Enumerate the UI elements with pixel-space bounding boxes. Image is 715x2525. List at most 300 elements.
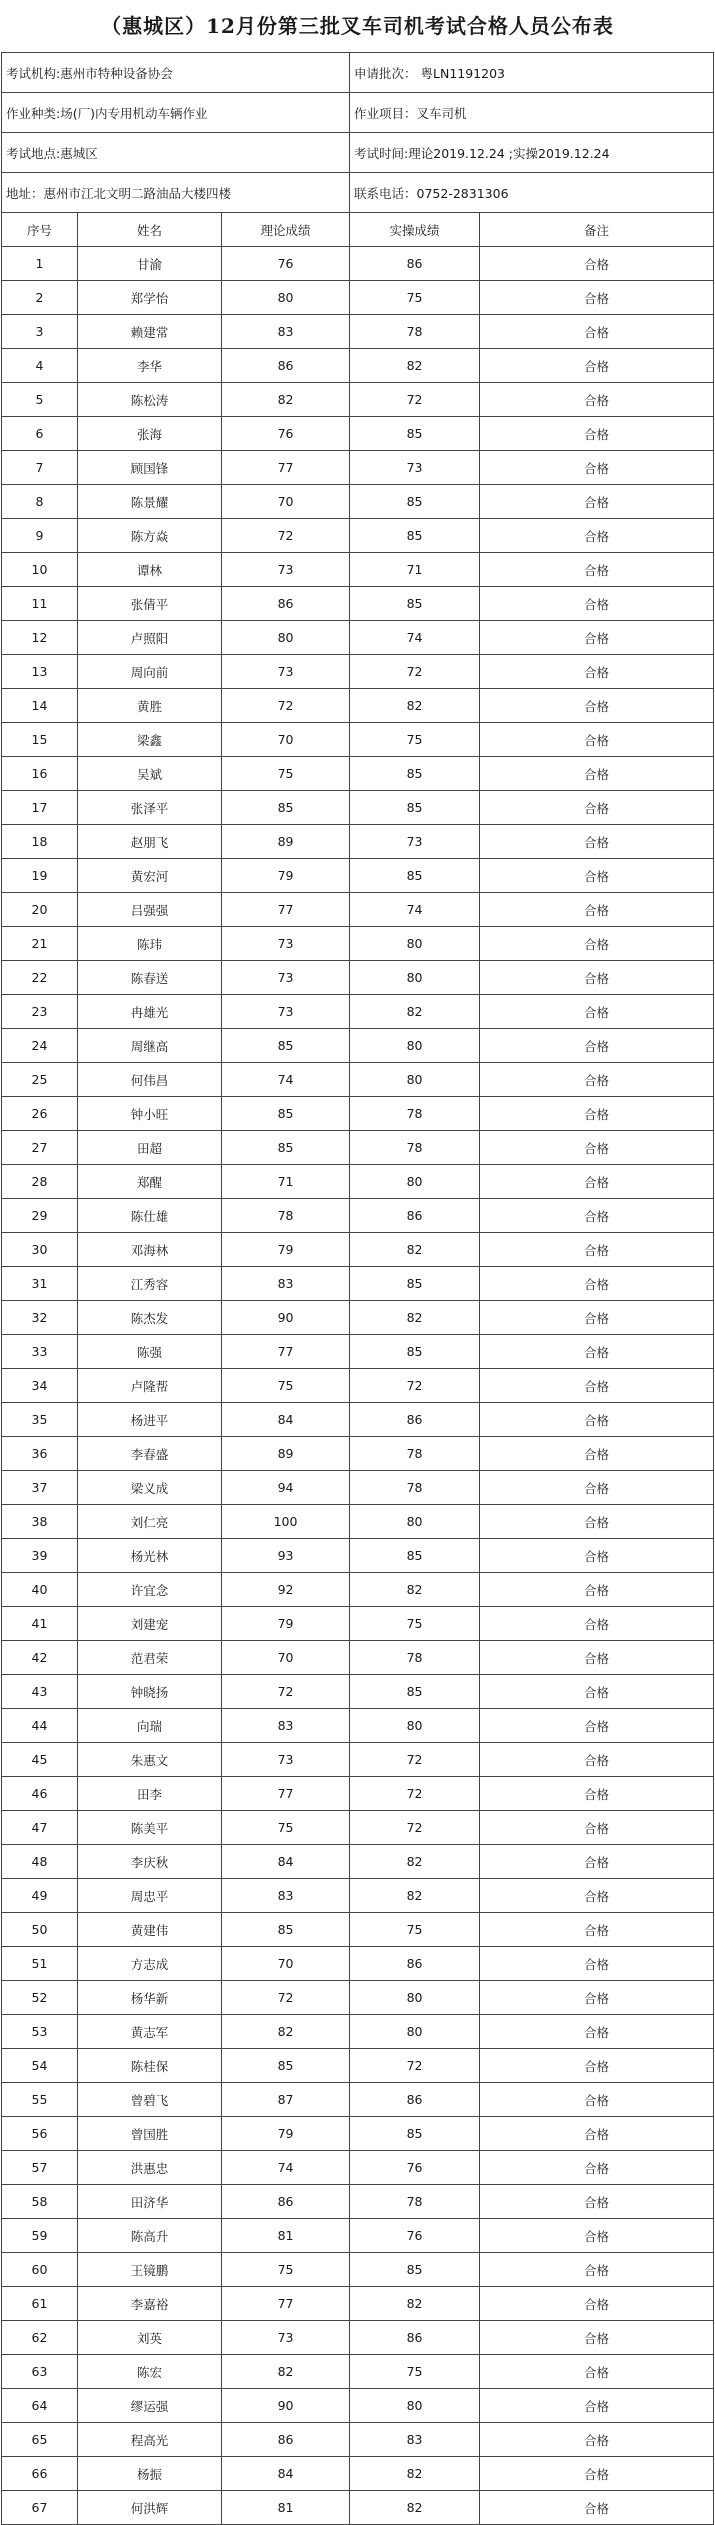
cell-remark: 合格 (480, 1607, 714, 1641)
cell-remark: 合格 (480, 1267, 714, 1301)
cell-remark: 合格 (480, 1301, 714, 1335)
cell-theory-score: 81 (222, 2219, 350, 2253)
cell-index: 50 (2, 1913, 78, 1947)
cell-theory-score: 82 (222, 2355, 350, 2389)
cell-practical-score: 78 (350, 1437, 480, 1471)
cell-remark: 合格 (480, 383, 714, 417)
table-row (2, 2389, 714, 2423)
cell-remark: 合格 (480, 315, 714, 349)
cell-practical-score: 73 (350, 451, 480, 485)
cell-practical-score: 82 (350, 2457, 480, 2491)
cell-index: 66 (2, 2457, 78, 2491)
cell-index: 29 (2, 1199, 78, 1233)
table-row (2, 281, 714, 315)
cell-index: 44 (2, 1709, 78, 1743)
cell-name: 陈桂保 (78, 2049, 222, 2083)
cell-theory-score: 77 (222, 1777, 350, 1811)
cell-theory-score: 73 (222, 655, 350, 689)
cell-practical-score: 86 (350, 2083, 480, 2117)
table-row (2, 1947, 714, 1981)
table-row (2, 1233, 714, 1267)
cell-name: 田李 (78, 1777, 222, 1811)
cell-theory-score: 82 (222, 2015, 350, 2049)
header-theory-score: 理论成绩 (222, 213, 350, 247)
info-row (2, 93, 714, 133)
table-row (2, 2083, 714, 2117)
cell-index: 48 (2, 1845, 78, 1879)
table-row (2, 519, 714, 553)
table-row (2, 2219, 714, 2253)
table-row (2, 893, 714, 927)
cell-name: 黄宏河 (78, 859, 222, 893)
cell-name: 吴斌 (78, 757, 222, 791)
cell-remark: 合格 (480, 1743, 714, 1777)
table-row (2, 553, 714, 587)
table-row (2, 2355, 714, 2389)
cell-practical-score: 80 (350, 1029, 480, 1063)
table-row (2, 2321, 714, 2355)
cell-theory-score: 85 (222, 1913, 350, 1947)
cell-index: 1 (2, 247, 78, 281)
cell-practical-score: 74 (350, 893, 480, 927)
table-row (2, 1097, 714, 1131)
cell-index: 17 (2, 791, 78, 825)
cell-name: 陈强 (78, 1335, 222, 1369)
cell-remark: 合格 (480, 1539, 714, 1573)
cell-name: 江秀容 (78, 1267, 222, 1301)
cell-remark: 合格 (480, 2185, 714, 2219)
cell-theory-score: 75 (222, 757, 350, 791)
cell-name: 程高光 (78, 2423, 222, 2457)
table-row (2, 1301, 714, 1335)
cell-name: 何伟昌 (78, 1063, 222, 1097)
cell-name: 邓海林 (78, 1233, 222, 1267)
cell-practical-score: 80 (350, 961, 480, 995)
cell-remark: 合格 (480, 757, 714, 791)
cell-name: 陈玮 (78, 927, 222, 961)
cell-practical-score: 75 (350, 281, 480, 315)
cell-practical-score: 72 (350, 1743, 480, 1777)
table-row (2, 1641, 714, 1675)
cell-remark: 合格 (480, 485, 714, 519)
cell-practical-score: 85 (350, 417, 480, 451)
cell-index: 62 (2, 2321, 78, 2355)
cell-remark: 合格 (480, 2083, 714, 2117)
table-row (2, 655, 714, 689)
cell-theory-score: 93 (222, 1539, 350, 1573)
cell-name: 王镜鹏 (78, 2253, 222, 2287)
cell-practical-score: 80 (350, 2015, 480, 2049)
cell-theory-score: 86 (222, 349, 350, 383)
cell-name: 郑醒 (78, 1165, 222, 1199)
cell-practical-score: 72 (350, 1777, 480, 1811)
cell-name: 朱惠文 (78, 1743, 222, 1777)
cell-theory-score: 83 (222, 1879, 350, 1913)
table-row (2, 689, 714, 723)
cell-remark: 合格 (480, 2117, 714, 2151)
table-row (2, 2015, 714, 2049)
table-row (2, 1981, 714, 2015)
cell-theory-score: 72 (222, 689, 350, 723)
cell-theory-score: 75 (222, 1811, 350, 1845)
cell-theory-score: 77 (222, 893, 350, 927)
cell-name: 周忠平 (78, 1879, 222, 1913)
cell-practical-score: 74 (350, 621, 480, 655)
cell-name: 杨华新 (78, 1981, 222, 2015)
cell-name: 甘渝 (78, 247, 222, 281)
cell-index: 18 (2, 825, 78, 859)
cell-theory-score: 70 (222, 485, 350, 519)
cell-practical-score: 78 (350, 315, 480, 349)
cell-practical-score: 78 (350, 1471, 480, 1505)
cell-theory-score: 85 (222, 791, 350, 825)
cell-practical-score: 85 (350, 757, 480, 791)
table-row (2, 1369, 714, 1403)
cell-remark: 合格 (480, 655, 714, 689)
cell-theory-score: 85 (222, 1097, 350, 1131)
cell-remark: 合格 (480, 417, 714, 451)
cell-name: 赖建常 (78, 315, 222, 349)
cell-name: 钟小旺 (78, 1097, 222, 1131)
cell-remark: 合格 (480, 1913, 714, 1947)
cell-theory-score: 82 (222, 383, 350, 417)
cell-remark: 合格 (480, 247, 714, 281)
cell-remark: 合格 (480, 553, 714, 587)
cell-practical-score: 78 (350, 1131, 480, 1165)
cell-name: 张泽平 (78, 791, 222, 825)
cell-theory-score: 80 (222, 621, 350, 655)
cell-index: 6 (2, 417, 78, 451)
cell-theory-score: 71 (222, 1165, 350, 1199)
cell-practical-score: 82 (350, 1845, 480, 1879)
cell-remark: 合格 (480, 1403, 714, 1437)
cell-theory-score: 73 (222, 995, 350, 1029)
cell-name: 黄建伟 (78, 1913, 222, 1947)
cell-practical-score: 80 (350, 1981, 480, 2015)
cell-remark: 合格 (480, 2423, 714, 2457)
cell-practical-score: 80 (350, 1505, 480, 1539)
cell-practical-score: 75 (350, 2355, 480, 2389)
cell-theory-score: 86 (222, 2423, 350, 2457)
cell-practical-score: 85 (350, 1335, 480, 1369)
cell-practical-score: 85 (350, 519, 480, 553)
cell-name: 李庆秋 (78, 1845, 222, 1879)
cell-practical-score: 72 (350, 2049, 480, 2083)
cell-theory-score: 73 (222, 1743, 350, 1777)
cell-name: 陈宏 (78, 2355, 222, 2389)
cell-index: 23 (2, 995, 78, 1029)
cell-remark: 合格 (480, 1505, 714, 1539)
cell-index: 67 (2, 2491, 78, 2525)
cell-index: 56 (2, 2117, 78, 2151)
table-header-row (2, 213, 714, 247)
cell-index: 15 (2, 723, 78, 757)
cell-remark: 合格 (480, 1709, 714, 1743)
table-row (2, 791, 714, 825)
cell-index: 58 (2, 2185, 78, 2219)
cell-theory-score: 89 (222, 1437, 350, 1471)
cell-practical-score: 72 (350, 1369, 480, 1403)
table-row (2, 1777, 714, 1811)
cell-theory-score: 84 (222, 1845, 350, 1879)
cell-practical-score: 85 (350, 1675, 480, 1709)
cell-practical-score: 72 (350, 1811, 480, 1845)
cell-index: 4 (2, 349, 78, 383)
cell-index: 54 (2, 2049, 78, 2083)
cell-theory-score: 74 (222, 1063, 350, 1097)
cell-practical-score: 72 (350, 383, 480, 417)
cell-remark: 合格 (480, 927, 714, 961)
cell-index: 42 (2, 1641, 78, 1675)
cell-theory-score: 74 (222, 2151, 350, 2185)
cell-remark: 合格 (480, 2151, 714, 2185)
cell-index: 34 (2, 1369, 78, 1403)
table-row (2, 587, 714, 621)
cell-practical-score: 85 (350, 2117, 480, 2151)
cell-index: 65 (2, 2423, 78, 2457)
work-item: 作业项目：叉车司机 (350, 93, 714, 133)
cell-theory-score: 94 (222, 1471, 350, 1505)
cell-theory-score: 72 (222, 1981, 350, 2015)
cell-theory-score: 83 (222, 1267, 350, 1301)
exam-location: 考试地点:惠城区 (2, 133, 350, 173)
cell-theory-score: 77 (222, 2287, 350, 2321)
cell-practical-score: 85 (350, 859, 480, 893)
cell-remark: 合格 (480, 1641, 714, 1675)
cell-name: 向瑞 (78, 1709, 222, 1743)
cell-theory-score: 83 (222, 315, 350, 349)
cell-name: 周向前 (78, 655, 222, 689)
cell-remark: 合格 (480, 281, 714, 315)
table-row (2, 247, 714, 281)
table-row (2, 1403, 714, 1437)
cell-theory-score: 80 (222, 281, 350, 315)
cell-name: 冉雄光 (78, 995, 222, 1029)
cell-name: 李春盛 (78, 1437, 222, 1471)
cell-index: 64 (2, 2389, 78, 2423)
table-row (2, 757, 714, 791)
cell-index: 21 (2, 927, 78, 961)
cell-remark: 合格 (480, 1675, 714, 1709)
cell-index: 57 (2, 2151, 78, 2185)
cell-remark: 合格 (480, 2253, 714, 2287)
cell-index: 10 (2, 553, 78, 587)
cell-remark: 合格 (480, 2049, 714, 2083)
table-row (2, 1199, 714, 1233)
cell-remark: 合格 (480, 587, 714, 621)
table-row (2, 1845, 714, 1879)
cell-index: 24 (2, 1029, 78, 1063)
cell-remark: 合格 (480, 2287, 714, 2321)
cell-remark: 合格 (480, 1233, 714, 1267)
table-row (2, 1539, 714, 1573)
cell-index: 22 (2, 961, 78, 995)
cell-practical-score: 80 (350, 1165, 480, 1199)
cell-name: 郑学怡 (78, 281, 222, 315)
cell-theory-score: 85 (222, 1131, 350, 1165)
cell-index: 47 (2, 1811, 78, 1845)
cell-practical-score: 72 (350, 655, 480, 689)
cell-index: 45 (2, 1743, 78, 1777)
cell-index: 37 (2, 1471, 78, 1505)
cell-index: 2 (2, 281, 78, 315)
table-row (2, 2423, 714, 2457)
cell-name: 李华 (78, 349, 222, 383)
cell-remark: 合格 (480, 723, 714, 757)
header-index: 序号 (2, 213, 78, 247)
cell-name: 黄志军 (78, 2015, 222, 2049)
cell-index: 3 (2, 315, 78, 349)
cell-index: 9 (2, 519, 78, 553)
info-row (2, 133, 714, 173)
cell-name: 何洪辉 (78, 2491, 222, 2525)
cell-remark: 合格 (480, 2219, 714, 2253)
cell-remark: 合格 (480, 1845, 714, 1879)
table-row (2, 451, 714, 485)
table-row (2, 723, 714, 757)
cell-practical-score: 80 (350, 1709, 480, 1743)
cell-practical-score: 80 (350, 1063, 480, 1097)
cell-practical-score: 85 (350, 485, 480, 519)
cell-theory-score: 85 (222, 2049, 350, 2083)
cell-theory-score: 73 (222, 553, 350, 587)
table-row (2, 1709, 714, 1743)
cell-index: 11 (2, 587, 78, 621)
cell-practical-score: 78 (350, 2185, 480, 2219)
table-row (2, 1505, 714, 1539)
cell-remark: 合格 (480, 1199, 714, 1233)
cell-practical-score: 78 (350, 1641, 480, 1675)
cell-theory-score: 86 (222, 587, 350, 621)
cell-name: 梁鑫 (78, 723, 222, 757)
cell-index: 36 (2, 1437, 78, 1471)
cell-practical-score: 86 (350, 1199, 480, 1233)
table-row (2, 1131, 714, 1165)
cell-practical-score: 75 (350, 723, 480, 757)
cell-index: 39 (2, 1539, 78, 1573)
cell-name: 刘建宠 (78, 1607, 222, 1641)
table-row (2, 2253, 714, 2287)
cell-remark: 合格 (480, 1131, 714, 1165)
contact-phone: 联系电话：0752-2831306 (350, 173, 714, 213)
table-row (2, 2287, 714, 2321)
cell-theory-score: 75 (222, 1369, 350, 1403)
cell-theory-score: 72 (222, 1675, 350, 1709)
cell-index: 13 (2, 655, 78, 689)
cell-name: 杨光林 (78, 1539, 222, 1573)
cell-name: 范君荣 (78, 1641, 222, 1675)
table-row (2, 1165, 714, 1199)
work-category: 作业种类:场(厂)内专用机动车辆作业 (2, 93, 350, 133)
cell-remark: 合格 (480, 1437, 714, 1471)
cell-remark: 合格 (480, 621, 714, 655)
cell-name: 谭林 (78, 553, 222, 587)
cell-name: 刘英 (78, 2321, 222, 2355)
cell-practical-score: 82 (350, 1233, 480, 1267)
cell-practical-score: 75 (350, 1607, 480, 1641)
cell-practical-score: 83 (350, 2423, 480, 2457)
cell-index: 49 (2, 1879, 78, 1913)
table-row (2, 1335, 714, 1369)
cell-remark: 合格 (480, 1029, 714, 1063)
cell-theory-score: 84 (222, 1403, 350, 1437)
info-row (2, 173, 714, 213)
cell-remark: 合格 (480, 1471, 714, 1505)
application-batch: 申请批次： 粤LN1191203 (350, 53, 714, 93)
cell-index: 27 (2, 1131, 78, 1165)
cell-theory-score: 77 (222, 451, 350, 485)
cell-theory-score: 85 (222, 1029, 350, 1063)
cell-index: 26 (2, 1097, 78, 1131)
table-row (2, 1743, 714, 1777)
cell-name: 缪运强 (78, 2389, 222, 2423)
cell-practical-score: 78 (350, 1097, 480, 1131)
cell-theory-score: 70 (222, 1641, 350, 1675)
cell-theory-score: 90 (222, 2389, 350, 2423)
cell-index: 55 (2, 2083, 78, 2117)
cell-remark: 合格 (480, 1573, 714, 1607)
cell-index: 46 (2, 1777, 78, 1811)
cell-practical-score: 71 (350, 553, 480, 587)
header-name: 姓名 (78, 213, 222, 247)
cell-index: 52 (2, 1981, 78, 2015)
cell-theory-score: 79 (222, 1607, 350, 1641)
address: 地址：惠州市江北文明二路油品大楼四楼 (2, 173, 350, 213)
cell-index: 5 (2, 383, 78, 417)
cell-name: 黄胜 (78, 689, 222, 723)
table-row (2, 1675, 714, 1709)
cell-index: 12 (2, 621, 78, 655)
cell-remark: 合格 (480, 2355, 714, 2389)
cell-index: 33 (2, 1335, 78, 1369)
cell-name: 陈高升 (78, 2219, 222, 2253)
cell-remark: 合格 (480, 1947, 714, 1981)
cell-name: 杨振 (78, 2457, 222, 2491)
table-row (2, 1063, 714, 1097)
cell-practical-score: 86 (350, 2321, 480, 2355)
cell-theory-score: 89 (222, 825, 350, 859)
cell-theory-score: 92 (222, 1573, 350, 1607)
cell-remark: 合格 (480, 825, 714, 859)
page-title: （惠城区）12月份第三批叉车司机考试合格人员公布表 (101, 14, 614, 38)
cell-practical-score: 85 (350, 2253, 480, 2287)
cell-theory-score: 87 (222, 2083, 350, 2117)
cell-name: 方志成 (78, 1947, 222, 1981)
results-table (1, 52, 714, 2525)
cell-name: 张海 (78, 417, 222, 451)
cell-practical-score: 86 (350, 247, 480, 281)
cell-practical-score: 82 (350, 2287, 480, 2321)
cell-index: 14 (2, 689, 78, 723)
cell-practical-score: 73 (350, 825, 480, 859)
cell-remark: 合格 (480, 961, 714, 995)
cell-remark: 合格 (480, 1165, 714, 1199)
table-row (2, 1267, 714, 1301)
cell-name: 张倩平 (78, 587, 222, 621)
cell-practical-score: 82 (350, 1879, 480, 1913)
cell-index: 43 (2, 1675, 78, 1709)
cell-theory-score: 79 (222, 2117, 350, 2151)
cell-remark: 合格 (480, 893, 714, 927)
cell-name: 吕强强 (78, 893, 222, 927)
cell-remark: 合格 (480, 451, 714, 485)
cell-practical-score: 82 (350, 689, 480, 723)
table-row (2, 1573, 714, 1607)
cell-remark: 合格 (480, 1811, 714, 1845)
cell-name: 陈杰发 (78, 1301, 222, 1335)
cell-index: 35 (2, 1403, 78, 1437)
cell-remark: 合格 (480, 2491, 714, 2525)
